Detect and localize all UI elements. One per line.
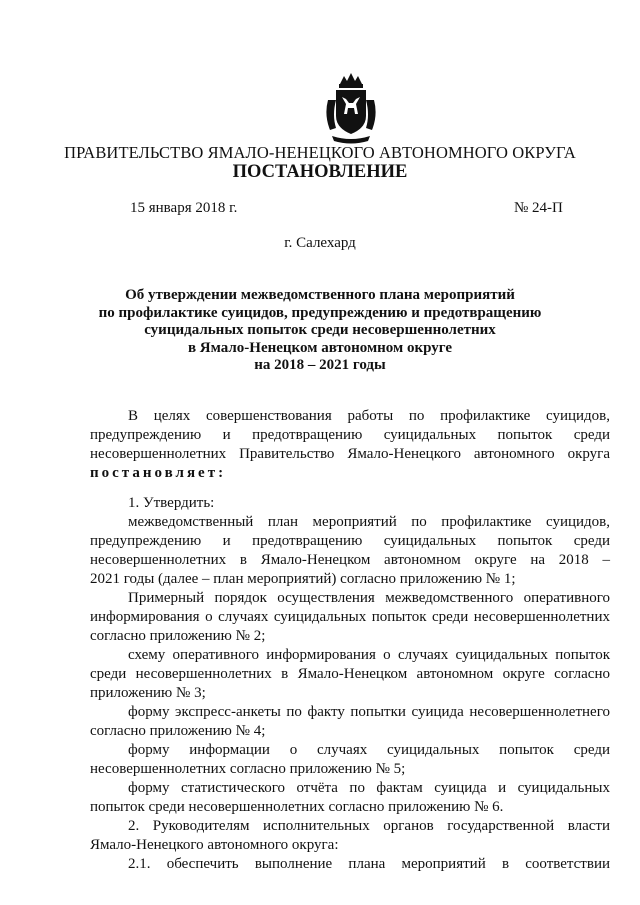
decree-items bbox=[90, 494, 610, 874]
item-line: межведомственный план мероприятий по профилактике суицидов, bbox=[128, 514, 610, 530]
item-line: согласно приложению № 2; bbox=[90, 628, 266, 644]
title-line: в Ямало-Ненецком автономном округе bbox=[187, 339, 453, 356]
item-line: несовершеннолетних в Ямало-Ненецком автономном округе на 2018 – bbox=[90, 552, 610, 568]
item-line: несовершеннолетних согласно приложению № 5; bbox=[90, 761, 406, 777]
item-line: согласно приложению № 4; bbox=[90, 723, 266, 739]
document-title bbox=[0, 287, 640, 375]
item-line: 2021 годы (далее – план мероприятий) согласно приложению № 1; bbox=[90, 571, 516, 587]
item-line: информирования о случаях суицидальных попыток среди несовершеннолетних bbox=[90, 609, 610, 625]
preamble-line: несовершеннолетних Правительство Ямало-Ненецкого автономного округа bbox=[90, 446, 610, 462]
item-line: предупреждению и предотвращению суицидальных попыток среди bbox=[90, 533, 610, 549]
item-line: 1. Утвердить: bbox=[128, 495, 215, 511]
item-line: среди несовершеннолетних в Ямало-Ненецком автономном округе согласно bbox=[90, 666, 610, 682]
document-type: ПОСТАНОВЛЕНИЕ bbox=[232, 162, 408, 182]
city: г. Салехард bbox=[284, 235, 356, 251]
title-line: на 2018 – 2021 годы bbox=[254, 357, 386, 374]
item-line: попыток среди несовершеннолетних согласно приложению № 6. bbox=[90, 799, 504, 815]
decree-number: № 24-П bbox=[514, 200, 563, 216]
item-line: 2.1. обеспечить выполнение плана мероприятий в соответствии bbox=[128, 856, 610, 872]
preamble bbox=[90, 407, 610, 483]
title-line: суицидальных попыток среди несовершеннолетних bbox=[144, 322, 496, 339]
resolves-word: постановляет: bbox=[90, 465, 227, 481]
preamble-line: предупреждению и предотвращению суицидальных попыток среди bbox=[90, 427, 610, 443]
item-line: приложению № 3; bbox=[90, 685, 206, 701]
coat-of-arms-icon bbox=[322, 70, 380, 146]
item-line: форму информации о случаях суицидальных попыток среди bbox=[128, 742, 610, 758]
government-name: ПРАВИТЕЛЬСТВО ЯМАЛО-НЕНЕЦКОГО АВТОНОМНОГО ОКРУГА bbox=[64, 143, 576, 162]
preamble-line: В целях совершенствования работы по профилактике суицидов, bbox=[128, 408, 610, 424]
title-line: по профилактике суицидов, предупреждению и предотвращению bbox=[98, 304, 542, 321]
item-line: форму экспресс-анкеты по факту попытки суицида несовершеннолетнего bbox=[128, 704, 610, 720]
item-line: форму статистического отчёта по фактам суицида и суицидальных bbox=[128, 780, 610, 796]
title-line: Об утверждении межведомственного плана мероприятий bbox=[125, 287, 515, 303]
item-line: схему оперативного информирования о случаях суицидальных попыток bbox=[128, 647, 610, 663]
item-line: Ямало-Ненецкого автономного округа: bbox=[90, 837, 339, 853]
decree-date: 15 января 2018 г. bbox=[130, 200, 238, 216]
item-line: Примерный порядок осуществления межведомственного оперативного bbox=[128, 590, 610, 606]
item-line: 2. Руководителям исполнительных органов государственной власти bbox=[128, 818, 610, 834]
